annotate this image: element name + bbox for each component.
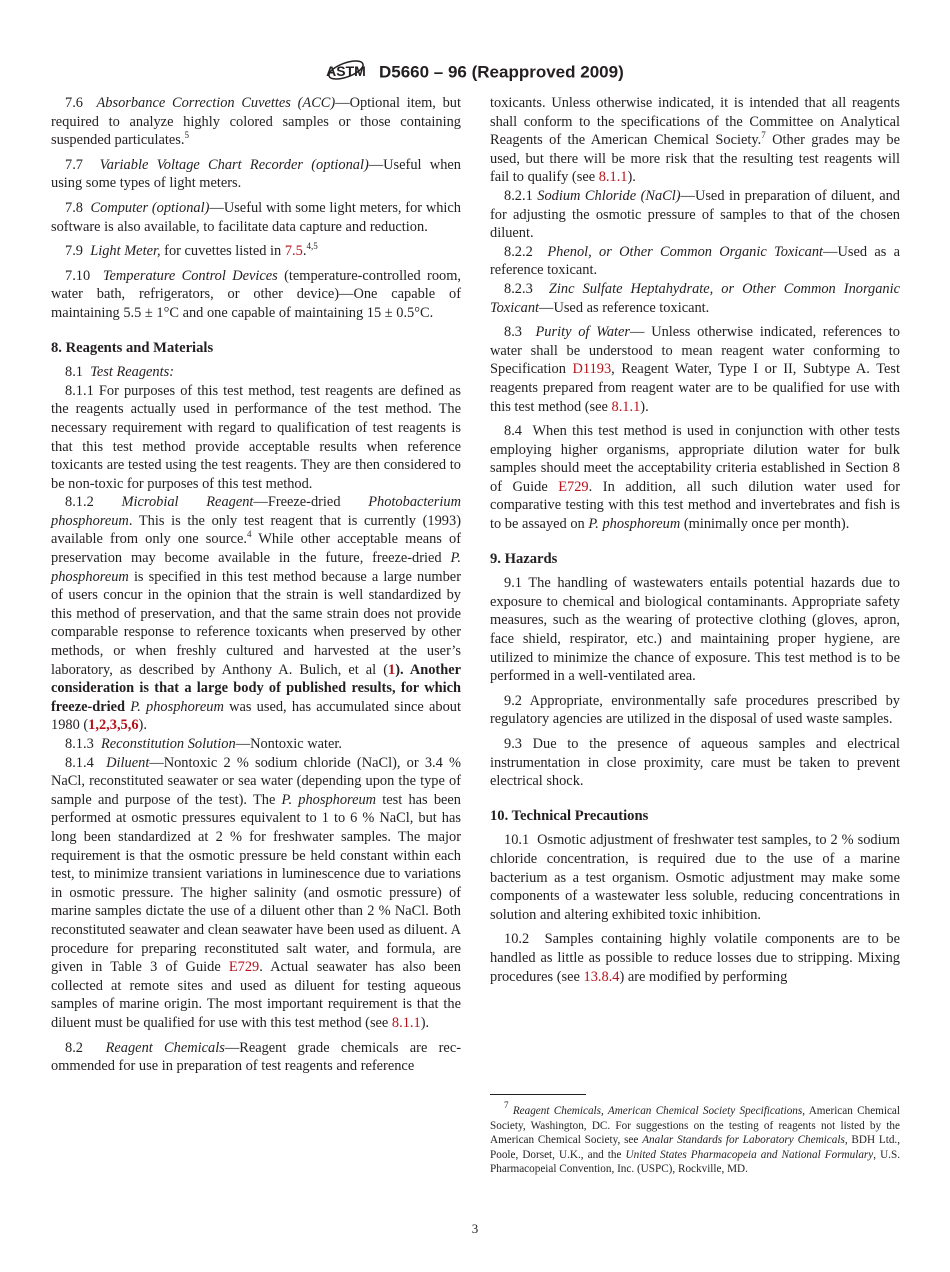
heading-technical-precautions: 10. Technical Precautions [490, 807, 649, 824]
link-e729[interactable]: E729 [558, 478, 589, 495]
section-8-2-1: 8.2.1 Sodium Chloride (NaCl)—Used in preparation of diluent, and for adjusting the osmotic pressure of samples to that of the chosen diluent. [490, 187, 900, 242]
link-8-1-1[interactable]: 8.1.1 [598, 169, 628, 186]
section-7-6: 7.6 Absorbance Correction Cuvettes (ACC)—Optional item, but required to analyze highly colored samples or those containing suspended particulates.$^5$ [51, 95, 461, 149]
section-8-2-3: 8.2.3 Zinc Sulfate Heptahydrate, or Other Common Inorganic Toxicant—Used as reference toxicant. [490, 280, 900, 316]
reference-link-1[interactable]: 1 [388, 661, 396, 678]
section-10-2: 10.2 Samples containing highly volatile components are to be handled as little as possible to reduce losses due to stripping. Mixing procedures (see 13.8.4) are modified by performing [490, 931, 901, 985]
section-9-1: 9.1 The handling of wastewaters entails potential hazards due to exposure to chemical and biological contaminants. Appropriate safety measures, such as the wearing of protective clothing (gloves, apron, face shield, respirator, etc.) and maintaining proper hygiene, are utilized to minimize the chance of exposure. This test method is to be performed in a well-ventilated area. [490, 575, 900, 685]
astm-logo-icon [326, 56, 366, 89]
page-number: 3 [471, 1221, 479, 1236]
section-9-3: 9.3 Due to the presence of aqueous samples and electrical instrumentation in close proximity, care must be taken to prevent electrical shock. [490, 736, 900, 790]
section-8-1: 8.1 Test Reagents: [65, 364, 175, 381]
document-title: D5660 – 96 (Reapproved 2009) [378, 62, 624, 82]
page-header [0, 56, 950, 89]
section-7-9: 7.9 Light Meter, for cuvettes listed in 7.5.$^{4,5}$ [65, 241, 318, 260]
reference-links-group[interactable]: 1,2,3,5,6 [88, 717, 139, 734]
heading-hazards: 9. Hazards [490, 550, 558, 567]
link-8-1-1[interactable]: 8.1.1 [611, 398, 641, 415]
footnote-7: $^7$ Reagent Chemicals, American Chemical Society Specifications, American Chemical Society, Washington, DC. For suggestions on the testing of reagents not listed by the American Chemical Society, see Analar Standards for Laboratory Chemicals, BDH Ltd., Poole, Dorset, U.K., and the United States Pharmacopeia and National Formulary, U.S. Pharmacopeial Convention, Inc. (USPC), Rockville, MD. [490, 1100, 901, 1175]
section-8-4: 8.4 When this test method is used in conjunction with other tests employing higher organisms, appropriate dilution water for bulk samples should meet the acceptability criteria established in Section 8 of Guide E729. In addition, all such dilution water used for comparative testing with this test method and invertebrates and fish is to be assayed on P. phosphoreum (minimally once per month). [490, 423, 900, 533]
right-column [490, 94, 900, 986]
footnote-divider [490, 1094, 586, 1095]
section-7-7: 7.7 Variable Voltage Chart Recorder (optional)—Useful when using some types of light meters. [51, 156, 461, 192]
section-8-1-2: 8.1.2 Microbial Reagent—Freeze-dried Photobacterium phosphoreum. This is the only test reagent that is currently (1993) available from only one source.$^4$ While other acceptable means of preservation may become available in the future, freeze-dried P. phosphoreum is specified in this test method because a large number of users concur in the opinion that the strain is well standardized by this method of preservation, and that the same strain does not provide comparable response to reference toxicants when preserved by other methods, or when freshly cultured and harvested at the user’s laboratory, as described by Anthony A. Bulich, et al (1). Another consideration is that a large body of published results, for which freeze-dried P. phosphoreum was used, has accumulated since about 1980 (1,2,3,5,6). [51, 494, 462, 734]
section-8-1-4: 8.1.4 Diluent—Nontoxic 2 % sodium chloride (NaCl), or 3.4 % NaCl, reconstituted seawater or sea water (depending upon the type of sample and purpose of the test). The P. phosphoreum test has been performed at osmotic pressures equivalent to 1 to 6 % NaCl, but has long been standardized at 2 % for freshwater samples. The major requirement is that the osmotic pressure be held constant within each test, to minimize transient variations in luminescence due to variations in osmotic pressure. The higher salinity (and osmotic pressure) of marine samples dictate the use of a diluent other than 2 % NaCl. Both reconstituted seawater and clean seawater have been used as diluent. A procedure for preparing reconstituted salt water, and formula, are given in Table 3 of Guide E729. Actual seawater has also been collected at remote sites and used as diluent for testing aqueous samples of marine origin. The most important requirement is that the diluent must be qualified for use with this test method (see 8.1.1). [51, 754, 461, 1031]
link-7-5[interactable]: 7.5 [284, 243, 303, 260]
link-e729[interactable]: E729 [228, 959, 260, 976]
section-8-1-3: 8.1.3 Reconstitution Solution—Nontoxic water. [65, 736, 342, 752]
section-8-2: 8.2 Reagent Chemicals—Reagent grade chemicals are recommended for use in preparation of test reagents and reference [51, 1039, 462, 1075]
section-8-2-continued: toxicants. Unless otherwise indicated, it is intended that all reagents shall conform to the specifications of the Committee on Analytical Reagents of the American Chemical Society.$^7$ Other grades may be used, but there will be more risk that the resulting test reagents will fail to qualify (see 8.1.1). [490, 95, 901, 186]
left-column [51, 94, 461, 1076]
section-7-10: 7.10 Temperature Control Devices (temperature-controlled room, water bath, refrigerators, or other device)—One capable of maintaining 5.5 ± 1°C and one capable of maintaining 15 ± 0.5°C. [51, 267, 462, 321]
section-10-1: 10.1 Osmotic adjustment of freshwater test samples, to 2 % sodium chloride concentration, is required due to the use of a marine bacterium as a test organism. Osmotic adjustment may make some components of a wastewater less soluble, reducing concentrations in solution and altering exhibited toxic inhibition. [490, 832, 900, 923]
link-d1193[interactable]: D1193 [572, 361, 612, 378]
svg-text:ASTM: ASTM [326, 63, 367, 79]
heading-reagents-and-materials: 8. Reagents and Materials [51, 339, 214, 356]
section-9-2: 9.2 Appropriate, environmentally safe procedures prescribed by regulatory agencies are utilized in the disposal of used waste samples. [490, 692, 900, 728]
link-8-1-1[interactable]: 8.1.1 [391, 1014, 421, 1031]
section-8-1-1: 8.1.1 For purposes of this test method, test reagents are defined as the reagents actually used in performance of the test method. The necessary requirement with regard to qualification of test reagents is that this test method provide acceptable results when reference toxicants are tested using the test reagents. They are then considered to be non-toxic for purposes of this test method. [51, 382, 461, 492]
link-13-8-4[interactable]: 13.8.4 [583, 968, 620, 985]
section-7-8: 7.8 Computer (optional)—Useful with some light meters, for which software is also available, to facilitate data capture and reduction. [51, 199, 462, 235]
section-8-2-2: 8.2.2 Phenol, or Other Common Organic Toxicant—Used as a reference toxicant. [490, 243, 901, 279]
section-8-3: 8.3 Purity of Water— Unless otherwise indicated, references to water shall be understood to mean reagent water conforming to Specification D1193, Reagent Water, Type I or II, Subtype A. Test reagents prepared from reagent water are to be qualified for use with this test method (see 8.1.1). [490, 324, 900, 415]
